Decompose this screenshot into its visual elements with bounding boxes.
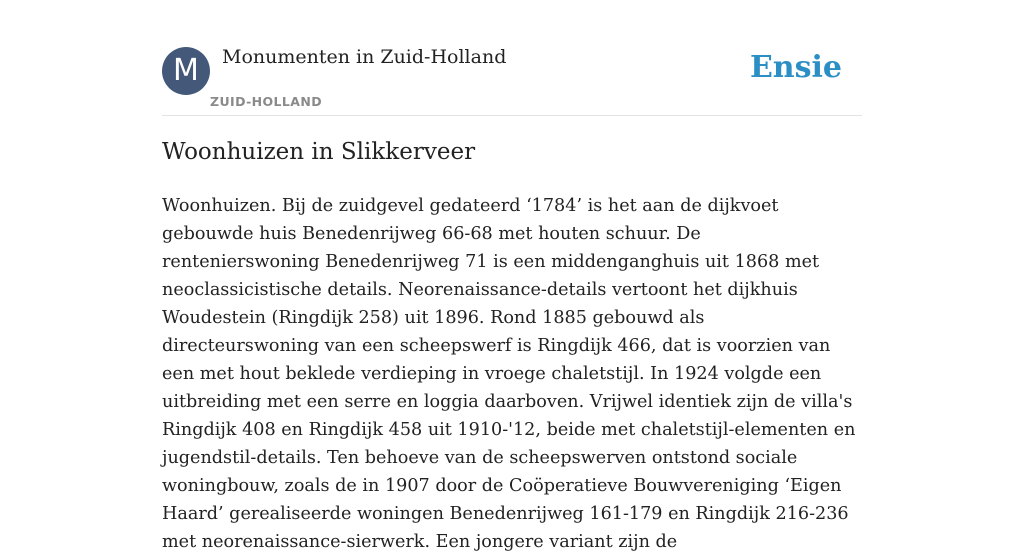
article-title: Woonhuizen in Slikkerveer — [162, 139, 476, 165]
source-avatar[interactable]: M — [162, 47, 210, 95]
source-title-link[interactable]: Monumenten in Zuid-Holland — [222, 46, 507, 68]
source-category-link[interactable]: ZUID-HOLLAND — [210, 94, 322, 109]
article-body: Woonhuizen. Bij de zuidgevel gedateerd ‘1784’ is het aan de dijkvoet gebouwde huis Benedenrijweg 66-68 met houten schuur. De rentenierswoning Benedenrijweg 71 is een middenganghuis uit 1868 met neoclassicistische details. Neorenaissance-details vertoont het dijkhuis Woudestein (Ringdijk 258) uit 1896. Rond 1885 gebouwd als directeurswoning van een scheepswerf is Ringdijk 466, dat is voorzien van een met hout beklede verdieping in vroege chaletstijl. In 1924 volgde een uitbreiding met een serre en loggia daarboven. Vrijwel identiek zijn de villa's Ringdijk 408 en Ringdijk 458 uit 1910-'12, beide met chaletstijl-elementen en jugendstil-details. Ten behoeve van de scheepswerven ontstond sociale woningbouw, zoals de in 1907 door de Coöperatieve Bouwvereniging ‘Eigen Haard’ gerealiseerde woningen Benedenrijweg 161-179 en Ringdijk 216-236 met neorenaissance-sierwerk. Een jongere variant zijn de — [162, 196, 856, 552]
brand-logo[interactable]: Ensie — [749, 50, 842, 85]
source-header — [162, 40, 862, 116]
